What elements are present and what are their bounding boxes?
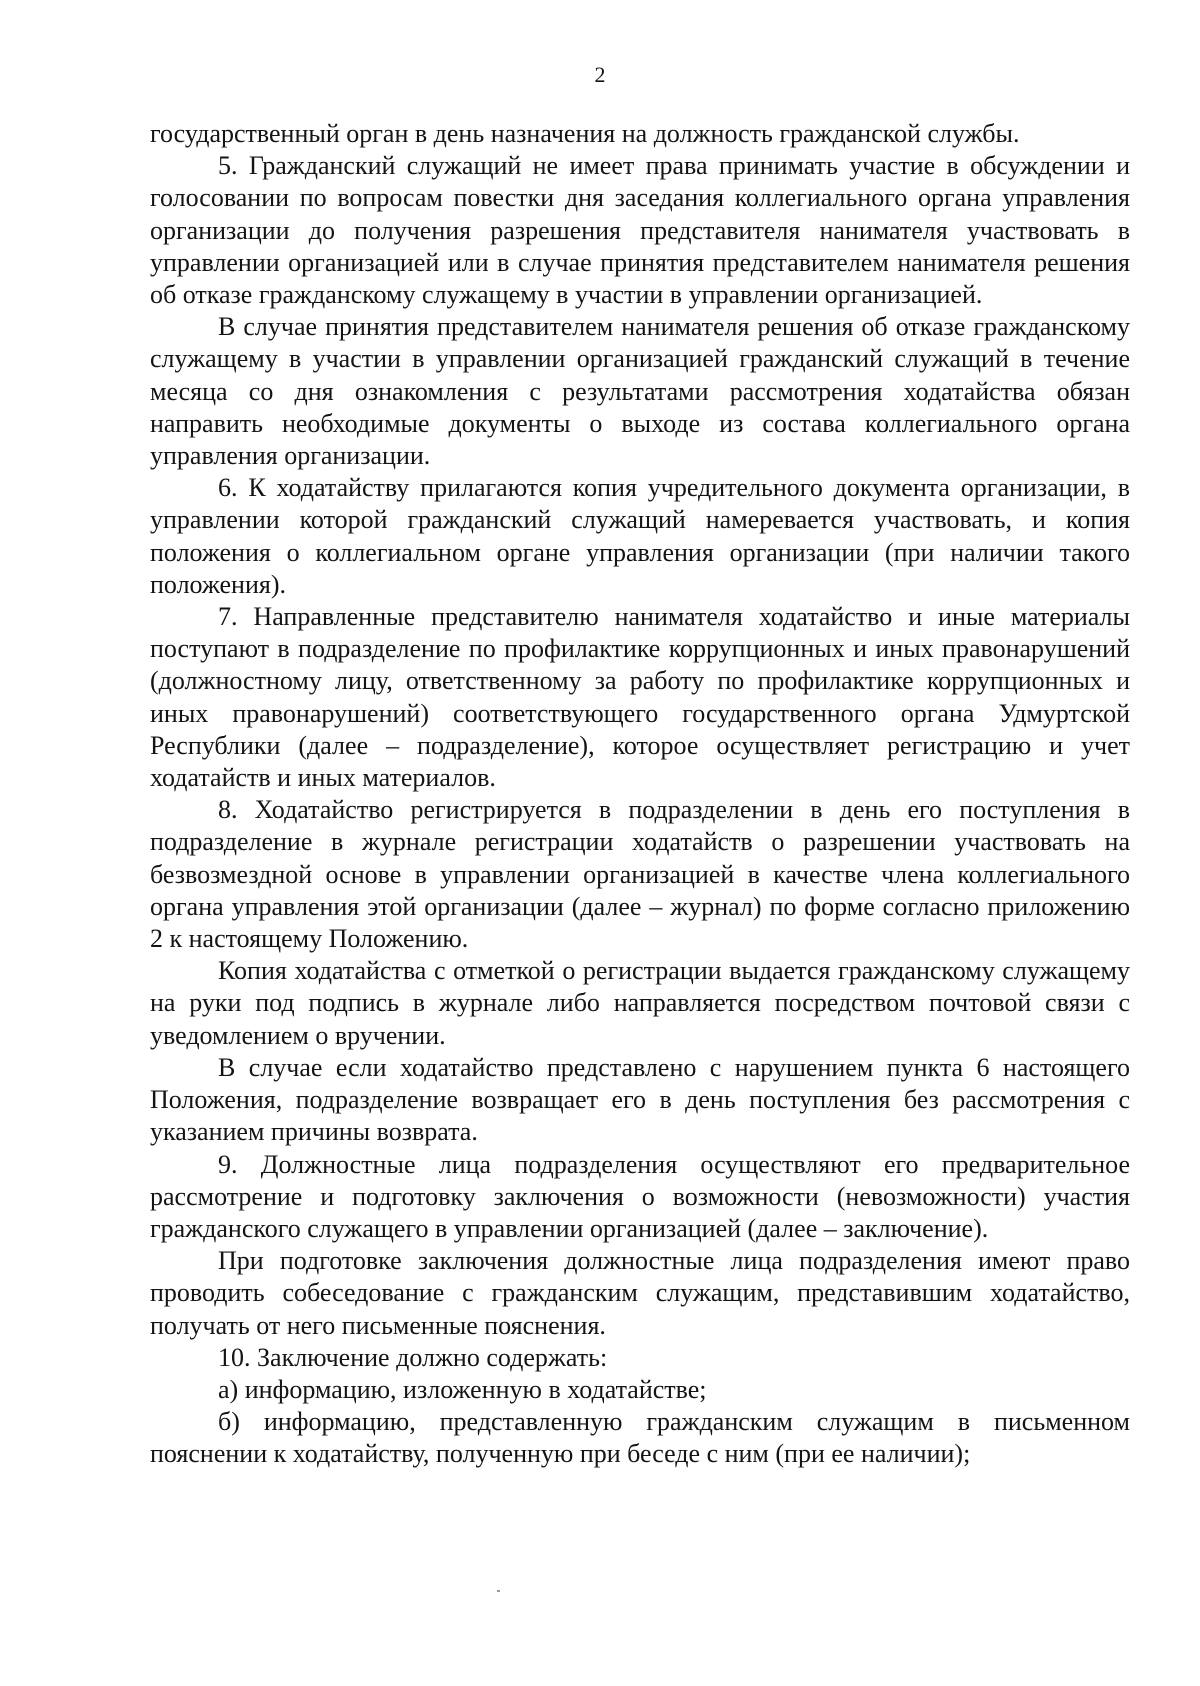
document-text xyxy=(150,118,1130,1471)
paragraph-item-8-return: В случае если ходатайство представлено с нарушением пункта 6 настоящего Положения, подразделение возвращает его в день поступления без рассмотрения с указанием причины возврата. xyxy=(150,1052,1130,1147)
paragraph-item-10-a: а) информацию, изложенную в ходатайстве; xyxy=(218,1374,707,1404)
paragraph-item-5-refusal: В случае принятия представителем нанимателя решения об отказе гражданскому служащему в участии в управлении организацией гражданский служащий в течение месяца со дня ознакомления с результатами рассмотрения ходатайства обязан направить необходимые документы о выходе из состава коллегиального органа управления организации. xyxy=(150,312,1130,471)
paragraph-item-8: 8. Ходатайство регистрируется в подразделении в день его поступления в подразделение в журнале регистрации ходатайств о разрешении участвовать на безвозмездной основе в управлении организацией в качестве члена коллегиального органа управления этой организации (далее – журнал) по форме согласно приложению 2 к настоящему Положению. xyxy=(150,795,1130,954)
paragraph-item-10: 10. Заключение должно содержать: xyxy=(218,1342,608,1372)
page-number: 2 xyxy=(594,62,606,87)
paragraph-item-5: 5. Гражданский служащий не имеет права принимать участие в обсуждении и голосовании по вопросам повестки дня заседания коллегиального органа управления организации до получения разрешения представителя нанимателя участвовать в управлении организацией или в случае принятия представителем нанимателя решения об отказе гражданскому служащему в участии в управлении организацией. xyxy=(150,151,1130,310)
paragraph-item-6: 6. К ходатайству прилагаются копия учредительного документа организации, в управлении которой гражданский служащий намеревается участвовать, и копия положения о коллегиальном органе управления организации (при наличии такого положения). xyxy=(150,473,1130,599)
paragraph-item-7: 7. Направленные представителю нанимателя ходатайство и иные материалы поступают в подразделение по профилактике коррупционных и иных правонарушений (должностному лицу, ответственному за работу по профилактике коррупционных и иных правонарушений) соответствующего государственного органа Удмуртской Республики (далее – подразделение), которое осуществляет регистрацию и учет ходатайств и иных материалов. xyxy=(150,602,1130,793)
paragraph-item-8-copy: Копия ходатайства с отметкой о регистрации выдается гражданскому служащему на руки под подпись в журнале либо направляется посредством почтовой связи с уведомлением о вручении. xyxy=(150,956,1130,1050)
paragraph-item-10-b: б) информацию, представленную гражданским служащим в письменном пояснении к ходатайству, полученную при беседе с ним (при ее наличии); xyxy=(150,1407,1130,1469)
scan-speck xyxy=(497,1590,500,1592)
paragraph-continuation: государственный орган в день назначения на должность гражданской службы. xyxy=(150,119,1020,148)
paragraph-item-9: 9. Должностные лица подразделения осуществляют его предварительное рассмотрение и подготовку заключения о возможности (невозможности) участия гражданского служащего в управлении организацией (далее – заключение). xyxy=(150,1149,1130,1243)
paragraph-item-9-interview: При подготовке заключения должностные лица подразделения имеют право проводить собеседование с гражданским служащим, представившим ходатайство, получать от него письменные пояснения. xyxy=(150,1246,1130,1340)
